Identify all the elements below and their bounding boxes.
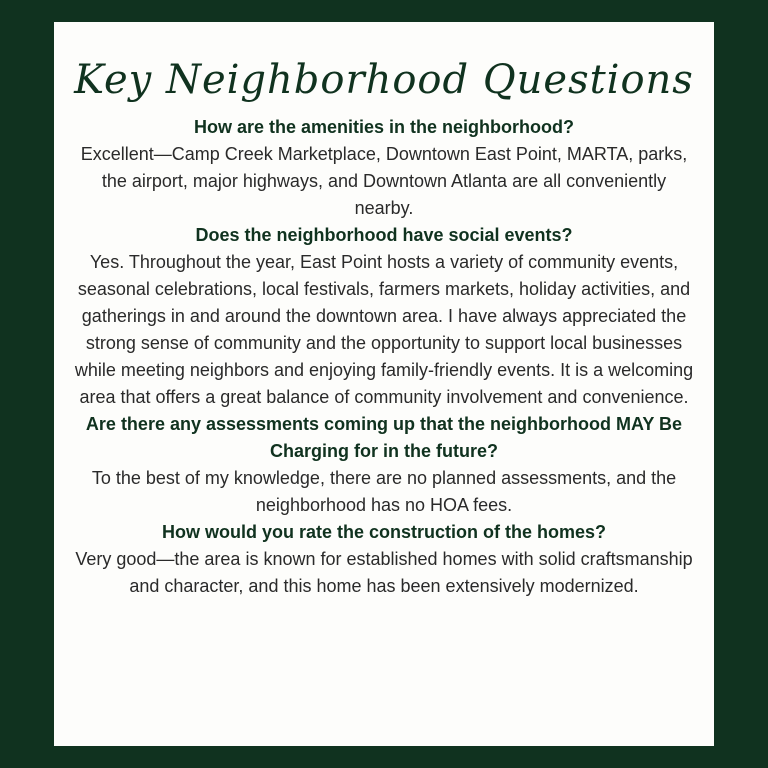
answer-amenities: Excellent—Camp Creek Marketplace, Downtown East Point, MARTA, parks, the airport, major highways, and Downtown Atlanta are all conveniently nearby. [80, 144, 688, 218]
faq-card [54, 22, 714, 746]
page-title: Key Neighborhood Questions [74, 57, 694, 103]
question-construction: How would you rate the construction of the homes? [161, 522, 606, 542]
question-social-events: Does the neighborhood have social events? [195, 225, 573, 245]
answer-assessments: To the best of my knowledge, there are no planned assessments, and the neighborhood has no HOA fees. [91, 468, 677, 515]
answer-construction: Very good—the area is known for established homes with solid craftsmanship and character, and this home has been extensively modernized. [75, 549, 693, 596]
question-amenities: How are the amenities in the neighborhood? [193, 117, 575, 137]
question-assessments: Are there any assessments coming up that the neighborhood MAY Be Charging for in the future? [85, 414, 683, 461]
answer-social-events: Yes. Throughout the year, East Point hosts a variety of community events, seasonal celebrations, local festivals, farmers markets, holiday activities, and gatherings in and around the downtown area. I have always appreciated the strong sense of community and the opportunity to support local businesses while meeting neighbors and enjoying family-friendly events. It is a welcoming area that offers a great balance of community involvement and convenience. [74, 252, 694, 407]
